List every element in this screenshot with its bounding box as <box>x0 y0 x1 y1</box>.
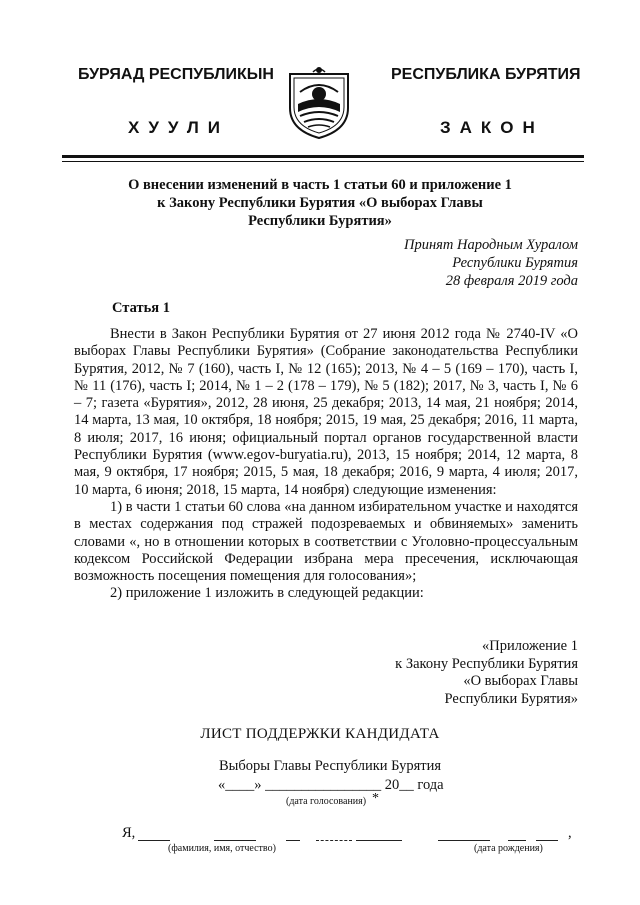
fill-line <box>138 840 170 841</box>
header-right-title: РЕСПУБЛИКА БУРЯТИЯ <box>391 66 581 83</box>
signer-comma: , <box>568 825 572 841</box>
voting-date-hint: (дата голосования) <box>286 796 367 807</box>
birth-date-hint: (дата рождения) <box>474 843 543 854</box>
header-left-title: БУРЯАД РЕСПУБЛИКЫН <box>78 66 274 83</box>
body-item-2: 2) приложение 1 изложить в следующей редакции: <box>110 585 424 602</box>
adoption-note: Принят Народным Хуралом Республики Бурятия 28 февраля 2019 года <box>403 237 578 289</box>
header-right-kind: ЗАКОН <box>440 118 544 137</box>
law-title: О внесении изменений в часть 1 статьи 60 и приложение 1 к Закону Республики Бурятия «О выборах Главы Республики Бурятия» <box>128 177 512 229</box>
body-item-1: 1) в части 1 статьи 60 слова «на данном избирательном участке и находятся в местах содержания под стражей подозреваемых и обвиняемых» заменить словами «, но в отношении которых в соответствии с Уголовно-процессуальным кодексом Российской Федерации избрана мера пресечения, исключающая возможность посещения помещения для голосования»; <box>74 498 578 585</box>
article-heading: Статья 1 <box>112 300 170 316</box>
fill-line <box>316 840 352 841</box>
sheet-title: ЛИСТ ПОДДЕРЖКИ КАНДИДАТА <box>200 726 440 742</box>
footnote-star: * <box>372 791 379 806</box>
fill-line <box>356 840 402 841</box>
coat-of-arms-icon <box>286 64 352 140</box>
header-rule-thick <box>62 155 584 158</box>
elections-name: Выборы Главы Республики Бурятия <box>218 758 442 774</box>
header-rule-thin <box>62 161 584 162</box>
signer-prefix: Я, <box>122 825 136 841</box>
fill-line <box>214 840 256 841</box>
header-left-kind: ХУУЛИ <box>128 118 229 137</box>
appendix-caption: «Приложение 1 к Закону Республики Бурятия «О выборах Главы Республики Бурятия» <box>395 638 578 707</box>
full-name-hint: (фамилия, имя, отчество) <box>168 843 276 854</box>
fill-line <box>286 840 300 841</box>
article-body <box>74 326 578 603</box>
fill-line <box>536 840 558 841</box>
fill-line <box>508 840 526 841</box>
fill-line <box>438 840 490 841</box>
voting-date-line: «____» ________________ 20__ года <box>218 777 444 793</box>
body-intro: Внести в Закон Республики Бурятия от 27 июня 2012 года № 2740-IV «О выборах Главы Республики Бурятия» (Собрание законодательства Республики Бурятия, 2012, № 7 (160), часть I, № 12 (165); 2013, № 4 – 5 (169 – 170), часть I, № 11 (176), часть I; 2014, № 1 – 2 (178 – 179), № 5 (182); 2017, № 3, часть I, № 6 – 7; газета «Бурятия», 2012, 28 июня, 25 декабря; 2013, 14 мая, 21 ноября; 2014, 14 марта, 13 мая, 10 октября, 18 ноября; 2015, 19 мая, 25 декабря; 2016, 11 марта, 8 июля; 2017, 16 июня; официальный портал органов государственной власти Республики Бурятия (www.egov-buryatia.ru), 2013, 15 ноября; 2014, 12 марта, 8 мая, 9 октября, 17 ноября; 2015, 5 мая, 18 декабря; 2016, 9 марта, 4 июля; 2017, 10 марта, 6 июня; 2018, 15 марта, 14 ноября) следующие изменения: <box>74 326 578 498</box>
